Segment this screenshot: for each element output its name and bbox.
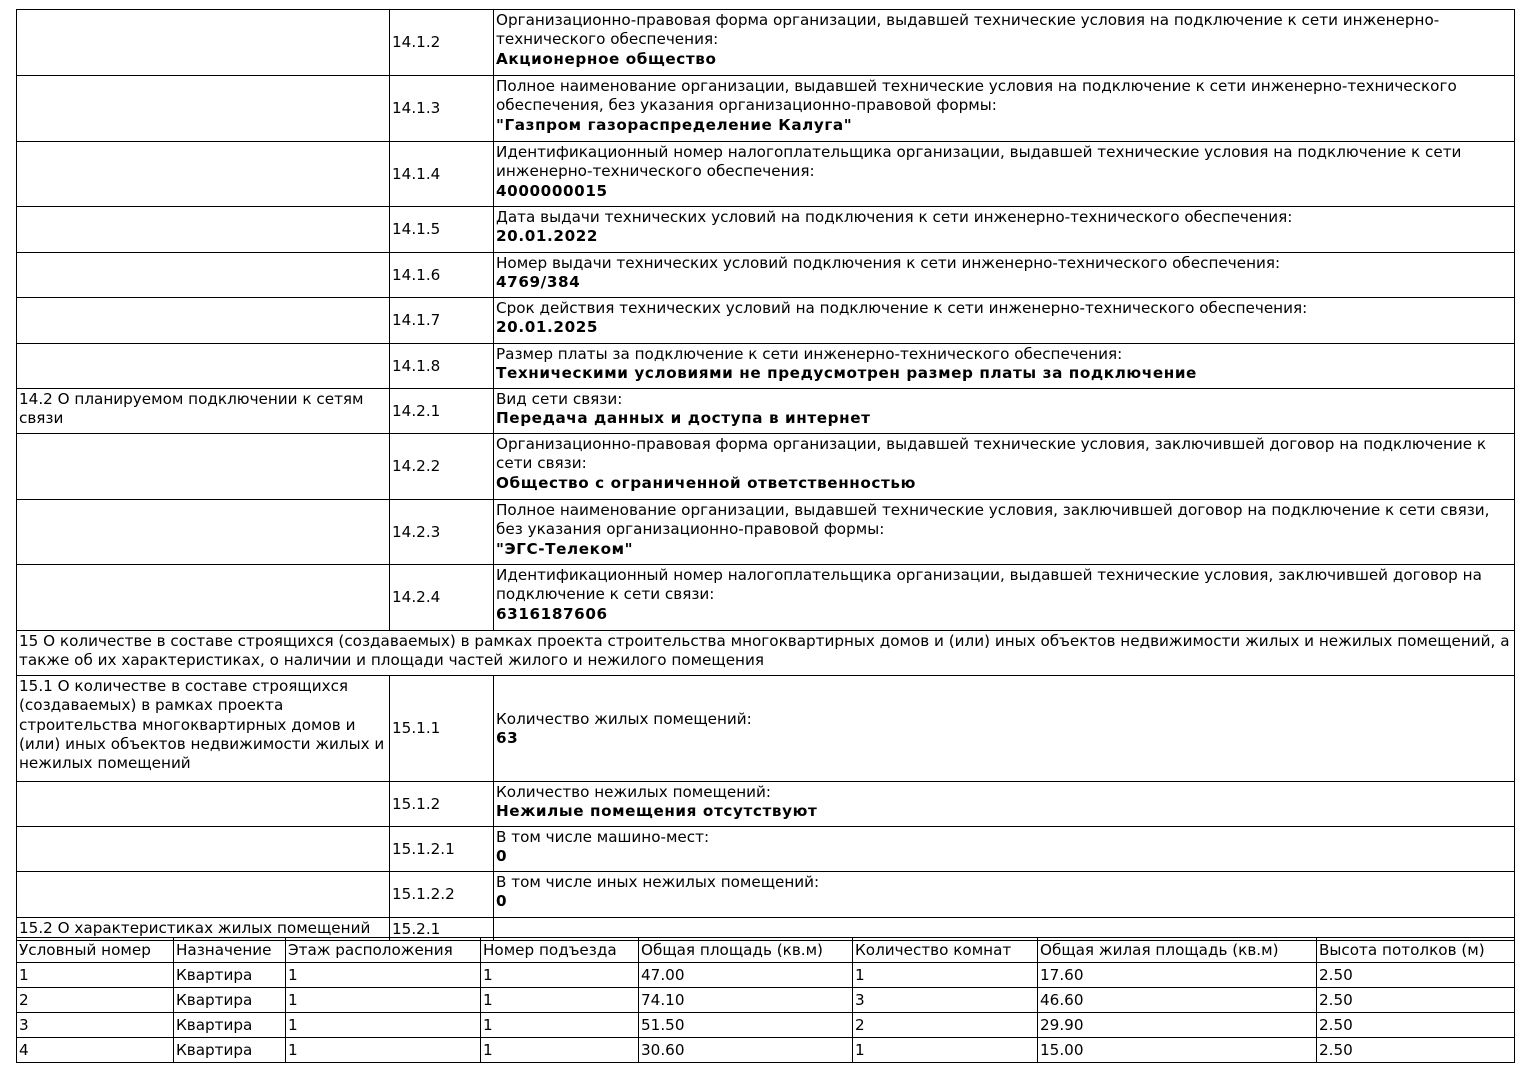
table-row (17, 142, 1515, 207)
column-header: Высота потолков (м) (1317, 938, 1515, 963)
section-cell (17, 872, 390, 918)
item-label: Полное наименование организации, выдавшей технические условия на подключение к сети инженерно-технического обеспечения, без указания организационно-правовой формы: (496, 77, 1457, 115)
item-label: Срок действия технических условий на подключение к сети инженерно-технического обеспечения: (496, 299, 1308, 317)
item-label: Вид сети связи: (496, 390, 623, 408)
item-number: 14.2.4 (390, 565, 494, 631)
apartment-entrance: 1 (481, 1013, 639, 1038)
item-label: Дата выдачи технических условий на подключения к сети инженерно-технического обеспечения: (496, 208, 1293, 226)
item-label: В том числе иных нежилых помещений: (496, 873, 820, 891)
item-content (494, 76, 1515, 142)
column-header: Условный номер (17, 938, 174, 963)
item-value: 0 (496, 892, 508, 911)
item-value: 6316187606 (496, 604, 608, 623)
item-label: Идентификационный номер налогоплательщика организации, выдавшей технические условия на подключение к сети инженерно-технического обеспечения: (496, 143, 1462, 181)
apartment-purpose: Квартира (174, 963, 286, 988)
apartment-ceiling-height: 2.50 (1317, 1013, 1515, 1038)
section-cell (17, 298, 390, 344)
apartment-entrance: 1 (481, 1038, 639, 1063)
section-cell (17, 434, 390, 500)
item-value: 0 (496, 847, 508, 866)
item-number: 15.1.1 (390, 676, 494, 782)
item-label: Номер выдачи технических условий подключения к сети инженерно-технического обеспечения: (496, 254, 1281, 272)
section-header-row (17, 631, 1515, 676)
column-header: Назначение (174, 938, 286, 963)
section-cell (17, 782, 390, 827)
item-value: Передача данных и доступа в интернет (496, 409, 871, 428)
apartment-rooms: 1 (853, 1038, 1038, 1063)
item-number: 15.2.1 (390, 918, 494, 941)
item-value: 4769/384 (496, 273, 581, 292)
section-cell (17, 207, 390, 253)
item-number: 14.2.3 (390, 500, 494, 565)
item-content (494, 872, 1515, 918)
item-content (494, 253, 1515, 298)
table-row (17, 207, 1515, 253)
apartment-number: 3 (17, 1013, 174, 1038)
apartment-purpose: Квартира (174, 1038, 286, 1063)
item-label: Полное наименование организации, выдавшей технические условия, заключившей договор на подключение к сети связи, без указания организационно-правовой формы: (496, 501, 1490, 539)
apartment-row (17, 1038, 1515, 1063)
apartments-table (16, 937, 1515, 1063)
apartment-row (17, 1013, 1515, 1038)
section-cell (17, 76, 390, 142)
table-row (17, 827, 1515, 872)
item-content (494, 207, 1515, 253)
item-number: 14.2.2 (390, 434, 494, 500)
item-value: Нежилые помещения отсутствуют (496, 802, 818, 821)
apartment-living-area: 15.00 (1038, 1038, 1317, 1063)
item-value: "Газпром газораспределение Калуга" (496, 115, 853, 134)
apartments-header-row (17, 938, 1515, 963)
table-row (17, 76, 1515, 142)
item-label: Количество нежилых помещений: (496, 783, 772, 801)
apartment-total-area: 47.00 (639, 963, 853, 988)
item-value: Акционерное общество (496, 49, 717, 68)
item-number: 14.1.2 (390, 10, 494, 76)
apartment-floor: 1 (286, 988, 481, 1013)
table-row (17, 434, 1515, 500)
column-header: Номер подъезда (481, 938, 639, 963)
apartment-living-area: 29.90 (1038, 1013, 1317, 1038)
section-cell (17, 500, 390, 565)
item-content (494, 344, 1515, 389)
item-content (494, 676, 1515, 782)
apartment-total-area: 74.10 (639, 988, 853, 1013)
item-content (494, 565, 1515, 631)
item-number: 14.1.7 (390, 298, 494, 344)
apartment-row (17, 988, 1515, 1013)
item-number: 14.2.1 (390, 389, 494, 434)
item-label: Организационно-правовая форма организации, выдавшей технические условия на подключение к сети инженерно-технического обеспечения: (496, 11, 1440, 49)
item-number: 14.1.8 (390, 344, 494, 389)
apartment-number: 4 (17, 1038, 174, 1063)
apartment-living-area: 17.60 (1038, 963, 1317, 988)
item-number: 14.1.6 (390, 253, 494, 298)
section-15-heading: 15 О количестве в составе строящихся (создаваемых) в рамках проекта строительства многоквартирных домов и (или) иных объектов недвижимости жилых и нежилых помещений, а также об их характеристиках, о наличии и площади частей жилого и нежилого помещения (17, 631, 1515, 676)
table-row (17, 298, 1515, 344)
apartment-total-area: 51.50 (639, 1013, 853, 1038)
item-content (494, 782, 1515, 827)
apartment-purpose: Квартира (174, 988, 286, 1013)
item-number: 14.1.3 (390, 76, 494, 142)
item-value: 63 (496, 729, 519, 747)
apartment-purpose: Квартира (174, 1013, 286, 1038)
project-declaration-table (16, 9, 1515, 941)
item-number: 14.1.4 (390, 142, 494, 207)
section-cell (17, 10, 390, 76)
table-row (17, 344, 1515, 389)
item-content (494, 298, 1515, 344)
item-label: Количество жилых помещений: (496, 709, 752, 728)
table-row (17, 10, 1515, 76)
section-cell (17, 565, 390, 631)
apartment-number: 2 (17, 988, 174, 1013)
column-header: Этаж расположения (286, 938, 481, 963)
apartment-living-area: 46.60 (1038, 988, 1317, 1013)
item-content (494, 142, 1515, 207)
apartment-row (17, 963, 1515, 988)
apartment-ceiling-height: 2.50 (1317, 1038, 1515, 1063)
item-label: Организационно-правовая форма организации, выдавшей технические условия, заключившей договор на подключение к сети связи: (496, 435, 1487, 473)
item-number: 15.1.2.1 (390, 827, 494, 872)
section-cell (17, 344, 390, 389)
column-header: Количество комнат (853, 938, 1038, 963)
section-cell: 15.2 О характеристиках жилых помещений (17, 918, 390, 941)
apartment-rooms: 1 (853, 963, 1038, 988)
apartment-floor: 1 (286, 1038, 481, 1063)
table-row (17, 565, 1515, 631)
section-cell (17, 827, 390, 872)
table-row (17, 872, 1515, 918)
table-row (17, 782, 1515, 827)
apartment-entrance: 1 (481, 963, 639, 988)
apartment-ceiling-height: 2.50 (1317, 963, 1515, 988)
item-label: Размер платы за подключение к сети инженерно-технического обеспечения: (496, 345, 1123, 363)
item-content (494, 389, 1515, 434)
item-number: 15.1.2 (390, 782, 494, 827)
apartment-entrance: 1 (481, 988, 639, 1013)
item-value: 20.01.2022 (496, 227, 599, 246)
item-value: Общество с ограниченной ответственностью (496, 473, 916, 492)
table-row (17, 676, 1515, 782)
item-number: 15.1.2.2 (390, 872, 494, 918)
item-value: 20.01.2025 (496, 318, 599, 337)
section-cell (17, 142, 390, 207)
apartment-ceiling-height: 2.50 (1317, 988, 1515, 1013)
column-header: Общая жилая площадь (кв.м) (1038, 938, 1317, 963)
item-value: Техническими условиями не предусмотрен размер платы за подключение (496, 364, 1197, 383)
table-row (17, 253, 1515, 298)
table-row (17, 389, 1515, 434)
apartment-total-area: 30.60 (639, 1038, 853, 1063)
table-row (17, 500, 1515, 565)
item-content (494, 827, 1515, 872)
section-cell: 14.2 О планируемом подключении к сетям связи (17, 389, 390, 434)
item-content (494, 10, 1515, 76)
section-cell (17, 253, 390, 298)
apartment-floor: 1 (286, 1013, 481, 1038)
item-content (494, 500, 1515, 565)
item-value: "ЭГС-Телеком" (496, 539, 634, 558)
item-content (494, 434, 1515, 500)
item-value: 4000000015 (496, 181, 608, 200)
section-cell: 15.1 О количестве в составе строящихся (создаваемых) в рамках проекта строительства многоквартирных домов и (или) иных объектов недвижимости жилых и нежилых помещений (17, 676, 390, 782)
apartment-floor: 1 (286, 963, 481, 988)
item-label: Идентификационный номер налогоплательщика организации, выдавшей технические условия, заключившей договор на подключение к сети связи: (496, 566, 1482, 604)
apartment-rooms: 2 (853, 1013, 1038, 1038)
item-number: 14.1.5 (390, 207, 494, 253)
apartment-rooms: 3 (853, 988, 1038, 1013)
apartment-number: 1 (17, 963, 174, 988)
column-header: Общая площадь (кв.м) (639, 938, 853, 963)
item-label: В том числе машино-мест: (496, 828, 710, 846)
